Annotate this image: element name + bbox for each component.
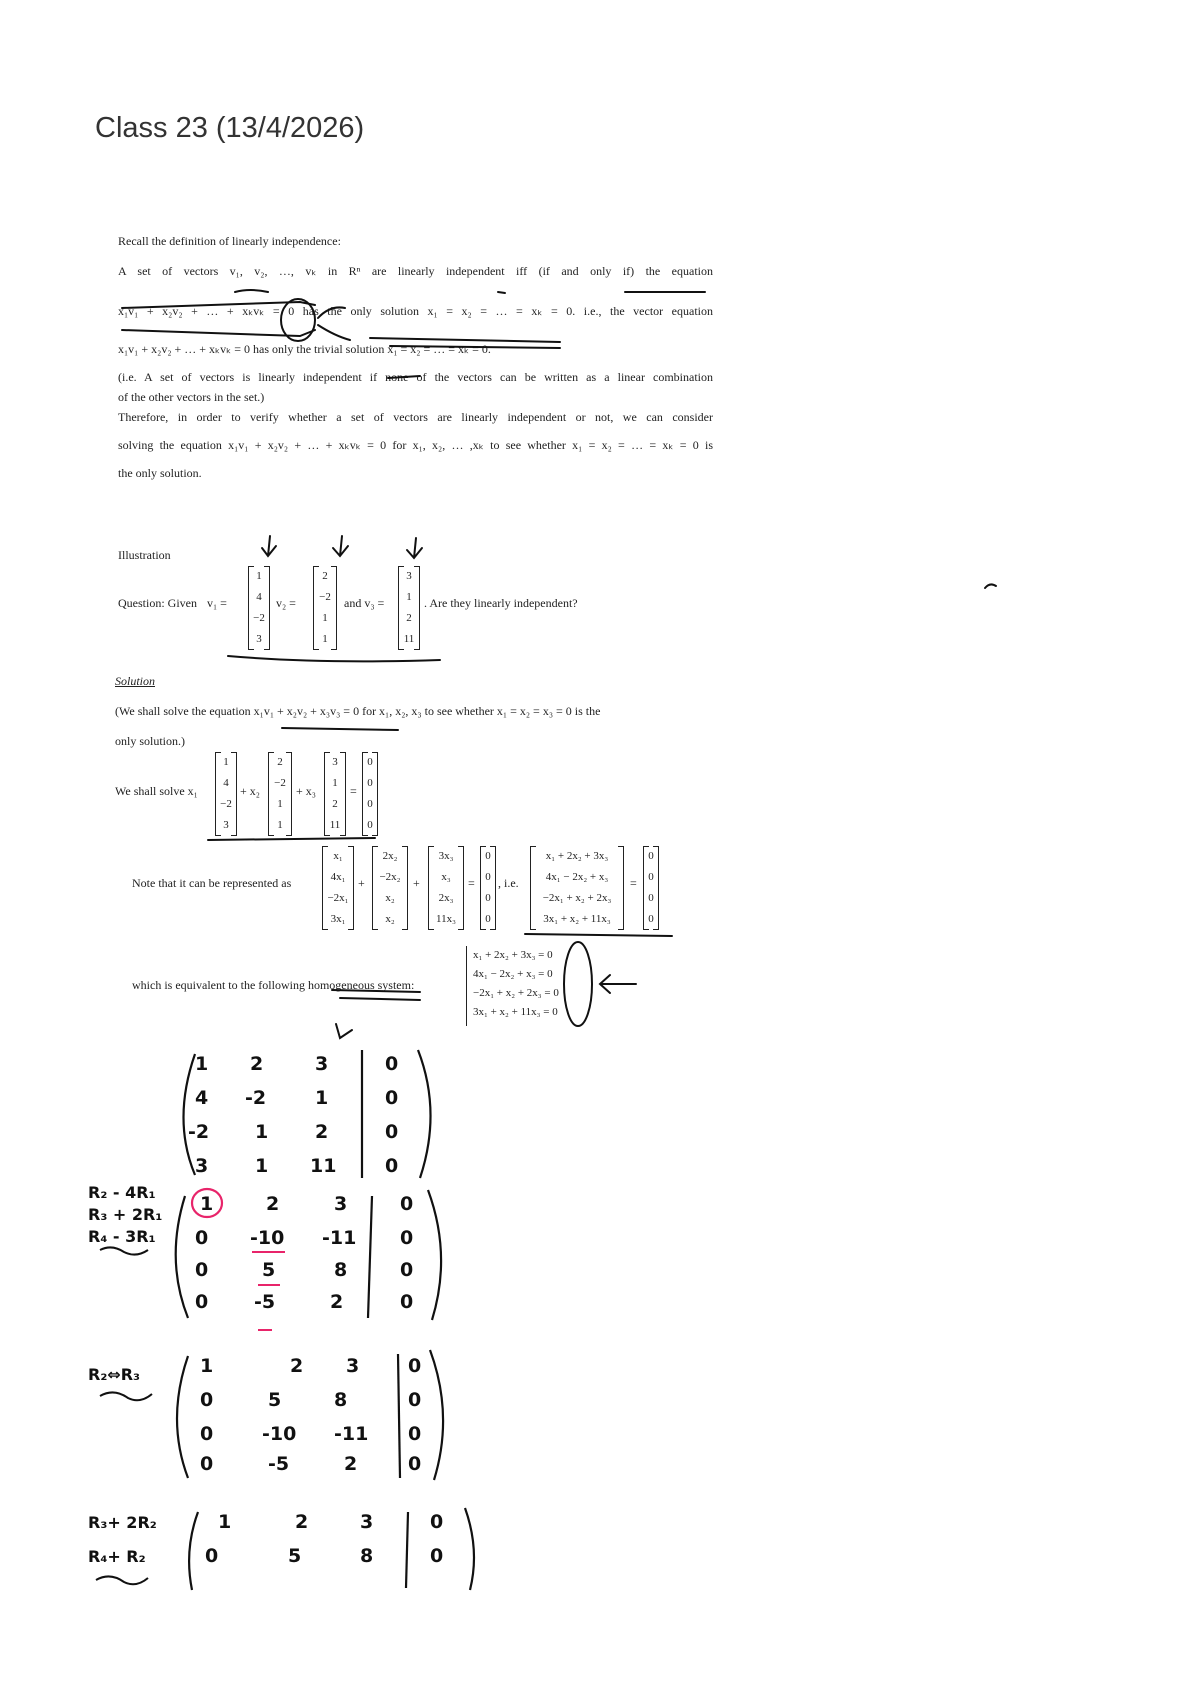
svg-text:R₃+ 2R₂: R₃+ 2R₂ xyxy=(88,1513,157,1532)
svg-text:0: 0 xyxy=(205,1545,219,1567)
svg-text:11: 11 xyxy=(310,1155,337,1177)
solve-x2: + x₂ xyxy=(240,784,260,798)
svg-text:2: 2 xyxy=(295,1511,309,1533)
col1-vector: x₁ 4x₁ −2x₁ 3x₁ xyxy=(322,846,354,930)
svg-text:8: 8 xyxy=(360,1545,374,1567)
homogeneous-system: x₁ + 2x₂ + 3x₃ = 0 4x₁ − 2x₂ + x₃ = 0 −2x₁ + x₂ + 2x₃ = 0 3x₁ + x₂ + 11x₃ = 0 xyxy=(466,946,559,1026)
v3-entry: 2 xyxy=(332,798,338,810)
svg-text:R₃ + 2R₁: R₃ + 2R₁ xyxy=(88,1205,163,1224)
col3-vector: 3x₃ x₃ 2x₃ 11x₃ xyxy=(428,846,464,930)
svg-text:0: 0 xyxy=(195,1291,209,1313)
svg-text:-11: -11 xyxy=(322,1227,357,1249)
solve-x3: + x₃ xyxy=(296,784,316,798)
svg-text:8: 8 xyxy=(334,1389,348,1411)
svg-text:0: 0 xyxy=(385,1087,399,1109)
v2-entry: 2 xyxy=(277,756,283,768)
illustration-heading: Illustration xyxy=(118,548,171,562)
v2-entry: 1 xyxy=(322,612,328,624)
svg-text:-5: -5 xyxy=(254,1291,276,1313)
svg-text:-11: -11 xyxy=(334,1423,369,1445)
col2-vector: 2x₂ −2x₂ x₂ x₂ xyxy=(372,846,408,930)
svg-text:-2: -2 xyxy=(188,1121,210,1143)
page-title: Class 23 (13/4/2026) xyxy=(95,112,365,144)
svg-text:0: 0 xyxy=(200,1453,214,1475)
svg-text:0: 0 xyxy=(400,1193,414,1215)
svg-text:R₂⇔R₃: R₂⇔R₃ xyxy=(88,1365,141,1384)
v2-entry: 1 xyxy=(322,633,328,645)
recall-line-4: (i.e. A set of vectors is linearly independent if none of the vectors can be written as a linear combination xyxy=(118,370,713,384)
svg-text:1: 1 xyxy=(195,1053,209,1075)
recall-line-8: the only solution. xyxy=(118,466,202,480)
zero-entry: 0 xyxy=(367,819,373,831)
v2-entry: 2 xyxy=(322,570,328,582)
svg-text:2: 2 xyxy=(330,1291,344,1313)
svg-text:5: 5 xyxy=(288,1545,302,1567)
svg-text:1: 1 xyxy=(255,1155,269,1177)
svg-text:0: 0 xyxy=(430,1545,444,1567)
svg-text:-2: -2 xyxy=(245,1087,267,1109)
svg-text:R₄+ R₂: R₄+ R₂ xyxy=(88,1547,146,1566)
handwritten-matrix-4 xyxy=(189,1508,474,1590)
v1-entry: 4 xyxy=(223,777,229,789)
svg-text:0: 0 xyxy=(430,1511,444,1533)
recall-line-7: solving the equation x₁v₁ + x₂v₂ + … + xₖvₖ = 0 for x₁, x₂, … ,xₖ to see whether x₁ = x₂ = … = xₖ = 0 is xyxy=(118,438,713,452)
ie-label: , i.e. xyxy=(498,876,519,890)
recall-line-6: Therefore, in order to verify whether a set of vectors are linearly independent or not, we can consider xyxy=(118,410,713,424)
v1-entry: −2 xyxy=(253,612,265,624)
svg-text:4: 4 xyxy=(195,1087,209,1109)
v3-entry: 11 xyxy=(329,819,341,831)
v1-entry: 3 xyxy=(256,633,262,645)
question-suffix: . Are they linearly independent? xyxy=(424,596,578,610)
svg-text:R₂ - 4R₁: R₂ - 4R₁ xyxy=(88,1183,156,1202)
v2-entry: 1 xyxy=(277,819,283,831)
zero-entry: 0 xyxy=(367,777,373,789)
svg-text:0: 0 xyxy=(408,1453,422,1475)
svg-text:0: 0 xyxy=(195,1227,209,1249)
svg-text:2: 2 xyxy=(315,1121,329,1143)
note-eq: = xyxy=(468,876,475,890)
svg-text:0: 0 xyxy=(408,1355,422,1377)
svg-text:-10: -10 xyxy=(250,1227,285,1249)
v3-entry: 11 xyxy=(403,633,415,645)
svg-text:3: 3 xyxy=(334,1193,348,1215)
svg-text:-10: -10 xyxy=(262,1423,297,1445)
svg-text:3: 3 xyxy=(315,1053,329,1075)
v3-entry: 2 xyxy=(406,612,412,624)
recall-line-1: A set of vectors v₁, v₂, …, vₖ in Rⁿ are linearly independent iff (if and only if) the equation xyxy=(118,264,713,278)
zero-entry: 0 xyxy=(367,756,373,768)
v1-entry: 1 xyxy=(223,756,229,768)
v1-entry: 3 xyxy=(223,819,229,831)
v3-label: and v₃ = xyxy=(344,596,385,610)
v1-entry: −2 xyxy=(220,798,232,810)
homogeneous-prefix: which is equivalent to the following homogeneous system: xyxy=(132,978,415,992)
zero-entry: 0 xyxy=(367,798,373,810)
svg-text:2: 2 xyxy=(290,1355,304,1377)
svg-text:3: 3 xyxy=(195,1155,209,1177)
svg-text:-5: -5 xyxy=(268,1453,290,1475)
v3-entry: 1 xyxy=(406,591,412,603)
v2-label: v₂ = xyxy=(276,596,296,610)
recall-line-3: x₁v₁ + x₂v₂ + … + xₖvₖ = 0 has only the trivial solution x₁ = x₂ = … = xₖ = 0. xyxy=(118,342,491,356)
svg-text:0: 0 xyxy=(385,1053,399,1075)
v1-entry: 4 xyxy=(256,591,262,603)
v3-entry: 1 xyxy=(332,777,338,789)
svg-text:0: 0 xyxy=(408,1423,422,1445)
svg-text:1: 1 xyxy=(200,1193,214,1215)
svg-text:0: 0 xyxy=(200,1423,214,1445)
solution-line-2: only solution.) xyxy=(115,734,186,748)
recall-line-5: of the other vectors in the set.) xyxy=(118,390,265,404)
svg-text:3: 3 xyxy=(360,1511,374,1533)
v2-entry: −2 xyxy=(274,777,286,789)
question-prefix: Question: Given xyxy=(118,596,197,610)
svg-text:5: 5 xyxy=(262,1259,276,1281)
svg-text:1: 1 xyxy=(218,1511,232,1533)
note-prefix: Note that it can be represented as xyxy=(132,876,292,890)
svg-text:5: 5 xyxy=(268,1389,282,1411)
svg-text:1: 1 xyxy=(315,1087,329,1109)
svg-text:0: 0 xyxy=(400,1227,414,1249)
solution-heading: Solution xyxy=(115,674,156,688)
note-page: Class 23 (13/4/2026) Recall the definition of linearly independence: A set of vectors v₁, v₂, …, vₖ in Rⁿ are linearly independent iff (if and only if) the equation x₁v₁ + x₂v₂ + … + xₖvₖ = 0 has the only solution x₁ = x₂ = … = xₖ = 0. i.e., the vector equation x₁v₁ + x₂v₂ + … + xₖvₖ = 0 has only the trivial solution x₁ = x₂ = … = xₖ = 0. (i.e. A set of vectors is linearly independent if none of the vectors can be written as a linear combination of the other vectors in the set.) Therefore, in order to verify whether a set of vectors are linearly independent or not, we can consider solving the equation x₁v₁ + x₂v₂ + … + xₖvₖ = 0 for x₁, x₂, … ,xₖ to see whether x₁ = x₂ = … = xₖ = 0 is the only solution. Illustration Question: Given v₁ = 1 4 −2 3 v₂ = 2 −2 1 1 and v₃ = 3 1 2 11 . Are they linearly independent? Solution (We shall solve the equation x₁v₁ + x₂v₂ + x₃v₃ = 0 for x₁, x₂, x₃ to see whether x₁ = x₂ = x₃ = 0 is the only solution.) We shall solve x₁ 1 4 −2 3 + x₂ 2 −2 1 1 + x₃ 3 1 2 11 = 0 0 0 0 Note that it can be represented as x₁ 4x₁ −2x₁ 3x₁ + 2x₂ −2x₂ x₂ x₂ + 3x₃ x₃ 2x₃ 11x₃ = 0 0 0 0 , i.e. x₁ + 2x₂ + 3x₃ 4x₁ − 2x₂ + x₃ −2x₁ + x₂ + 2x₃ 3x₁ + x₂ + 11x₃ = 0 0 0 0 which is equivalent to the following homogeneous system: x₁ + 2x₂ + 3x₃ = 0 4x₁ − 2x₂ + x₃ = 0 −2x₁ + x₂ + 2x₃ = 0 3x₁ + x₂ + 11x₃ = 0 1 2 3 0 4 -2 1 0 -2 1 2 0 3 1 11 0 R₂ - 4R₁ R₃ + 2R₁ R₄ - 3R₁ 1 2 3 0 0 -10 -11 0 0 5 8 0 0 -5 2 0 R₂⇔R₃ 1 2 3 0 0 5 8 0 0 -10 -11 0 0 -5 2 0 R₃+ 2R₂ R₄+ R₂ 1 2 3 0 0 5 8 0 xyxy=(0,0,1200,1698)
svg-text:1: 1 xyxy=(200,1355,214,1377)
svg-text:0: 0 xyxy=(385,1155,399,1177)
combined-zero: 0 0 0 0 xyxy=(643,846,659,930)
handwritten-matrix-1 xyxy=(184,1050,431,1178)
v1-label: v₁ = xyxy=(207,596,227,610)
note-zero: 0 0 0 0 xyxy=(480,846,496,930)
svg-text:0: 0 xyxy=(200,1389,214,1411)
v3-entry: 3 xyxy=(332,756,338,768)
svg-text:8: 8 xyxy=(334,1259,348,1281)
svg-text:2: 2 xyxy=(250,1053,264,1075)
v2-entry: 1 xyxy=(277,798,283,810)
svg-text:0: 0 xyxy=(400,1259,414,1281)
svg-text:3: 3 xyxy=(346,1355,360,1377)
v2-entry: −2 xyxy=(319,591,331,603)
svg-text:0: 0 xyxy=(385,1121,399,1143)
v3-entry: 3 xyxy=(406,570,412,582)
solution-line-1: (We shall solve the equation x₁v₁ + x₂v₂ + x₃v₃ = 0 for x₁, x₂, x₃ to see whether x₁ = x₂ = x₃ = 0 is the xyxy=(115,704,601,718)
combined-vector: x₁ + 2x₂ + 3x₃ 4x₁ − 2x₂ + x₃ −2x₁ + x₂ + 2x₃ 3x₁ + x₂ + 11x₃ xyxy=(530,846,624,930)
svg-text:1: 1 xyxy=(255,1121,269,1143)
handwritten-matrix-2 xyxy=(176,1189,441,1330)
recall-line-2: x₁v₁ + x₂v₂ + … + xₖvₖ = 0 has the only solution x₁ = x₂ = … = xₖ = 0. i.e., the vector equation xyxy=(118,304,713,318)
svg-text:0: 0 xyxy=(400,1291,414,1313)
solve-prefix: We shall solve x₁ xyxy=(115,784,198,798)
v1-entry: 1 xyxy=(256,570,262,582)
recall-heading: Recall the definition of linearly independence: xyxy=(118,234,341,248)
svg-text:2: 2 xyxy=(344,1453,358,1475)
svg-text:2: 2 xyxy=(266,1193,280,1215)
svg-text:0: 0 xyxy=(195,1259,209,1281)
svg-text:R₄ - 3R₁: R₄ - 3R₁ xyxy=(88,1227,156,1246)
combined-eq: = xyxy=(630,876,637,890)
solve-eq: = xyxy=(350,784,357,798)
svg-text:0: 0 xyxy=(408,1389,422,1411)
handwritten-matrix-3 xyxy=(177,1350,443,1480)
